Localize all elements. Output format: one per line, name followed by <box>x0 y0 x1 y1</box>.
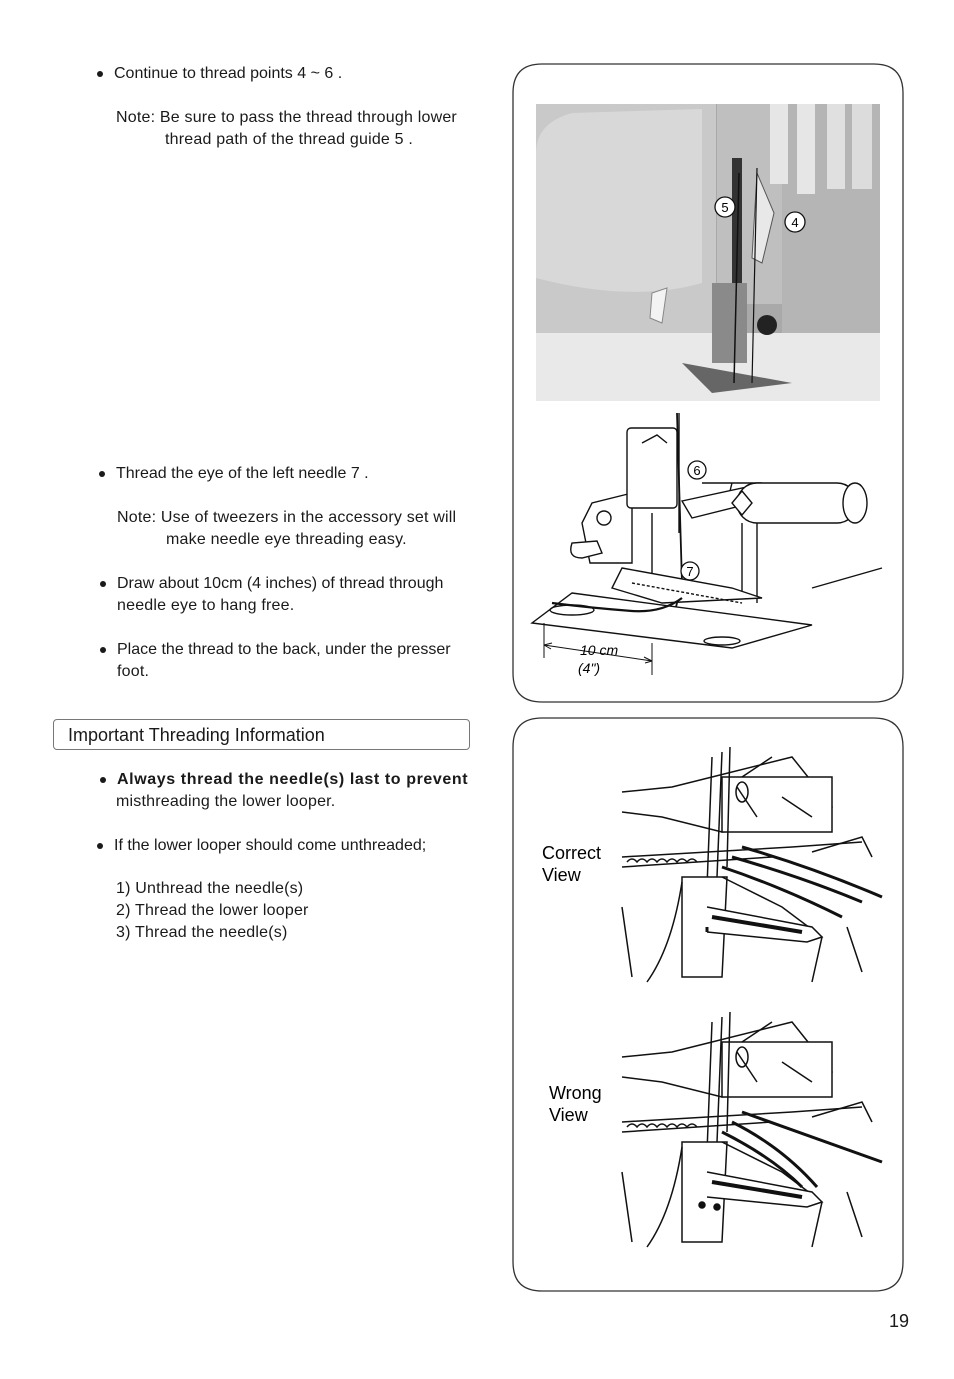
step-1: 1) Unthread the needle(s) <box>116 880 304 897</box>
diagram-label-6: 6 <box>693 463 701 478</box>
threading-figure-panel <box>512 63 904 703</box>
bullet-looper-unthreaded: If the lower looper should come unthreaded; <box>114 835 426 857</box>
step-3: 3) Thread the needle(s) <box>116 924 288 941</box>
bullet-continue-threading: Continue to thread points 4 ~ 6 . <box>114 63 342 85</box>
machine-photo <box>536 104 880 401</box>
photo-label-4: 4 <box>791 215 799 230</box>
misthreading-line2: misthreading the lower looper. <box>116 793 336 810</box>
important-info-title: Important Threading Information <box>68 725 325 745</box>
note-tweezers-line1: Note: Use of tweezers in the accessory set will <box>117 509 457 526</box>
page-number: 19 <box>889 1311 910 1331</box>
wrong-view-label-line2: View <box>549 1105 588 1125</box>
bullet-draw-thread-line1: Draw about 10cm (4 inches) of thread through <box>117 573 443 595</box>
dimension-10cm: 10 cm <box>580 642 619 658</box>
correct-view-label-line1: Correct <box>542 843 602 863</box>
bullet-place-thread-line1: Place the thread to the back, under the presser <box>117 639 451 661</box>
wrong-view-label-line1: Wrong <box>549 1083 602 1103</box>
draw-thread-line2: needle eye to hang free. <box>117 597 295 614</box>
note-lower-thread-path-line1: Note: Be sure to pass the thread through lower <box>116 109 457 126</box>
correct-view-label-line2: View <box>542 865 581 885</box>
important-info-box <box>53 719 470 750</box>
note-lower-thread-path-line2: thread path of the thread guide 5 . <box>165 131 414 148</box>
looper-view-panel <box>512 717 904 1292</box>
step-2: 2) Thread the lower looper <box>116 902 309 919</box>
photo-label-5: 5 <box>721 200 729 215</box>
place-thread-line2: foot. <box>117 663 150 680</box>
bullet-thread-left-needle: Thread the eye of the left needle 7 . <box>116 463 369 485</box>
note-tweezers-line2: make needle eye threading easy. <box>166 531 407 548</box>
dimension-4in: (4") <box>578 660 601 676</box>
bullet-always-thread-needles-last: Always thread the needle(s) last to prevent <box>117 769 468 791</box>
diagram-label-7: 7 <box>686 564 694 579</box>
